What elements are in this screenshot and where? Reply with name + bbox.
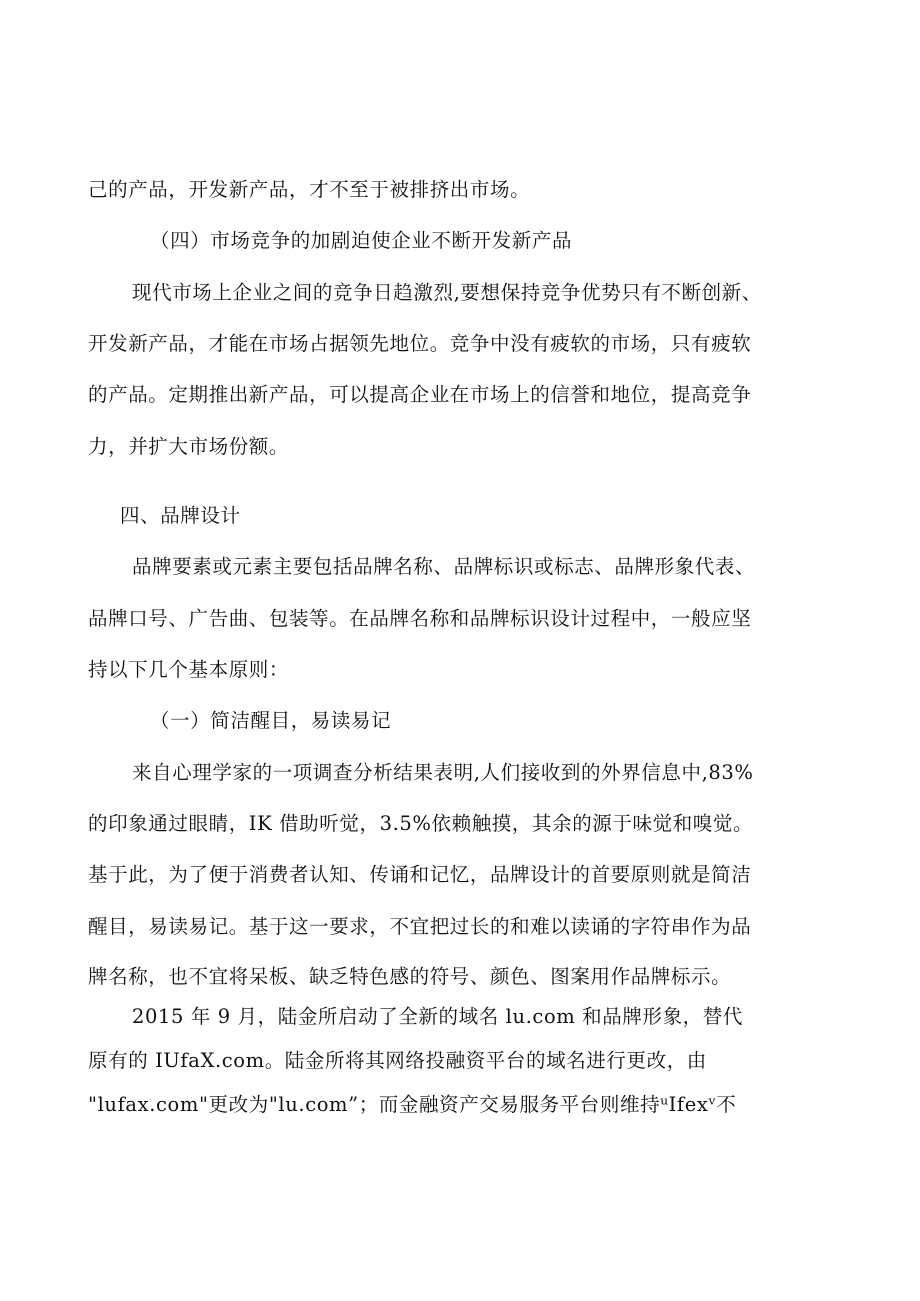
paragraph-line: 开发新产品，才能在市场占据领先地位。竞争中没有疲软的市场，只有疲软 — [88, 332, 752, 355]
paragraph-line: 的印象通过眼睛，IK 借助听觉，3.5%依赖触摸，其余的源于味觉和嗅觉。 — [88, 812, 754, 835]
paragraph-line: "lufax.com"更改为"lu.com”；而金融资产交易服务平台则维持ᵘIfexᵛ不 — [88, 1093, 737, 1116]
paragraph-line: 力，并扩大市场份额。 — [88, 435, 290, 458]
paragraph-line: 2015 年 9 月，陆金所启动了全新的域名 lu.com 和品牌形象，替代 — [132, 1005, 743, 1028]
paragraph-line: 基于此，为了便于消费者认知、传诵和记忆，品牌设计的首要原则就是简洁 — [88, 863, 752, 886]
paragraph-line: 现代市场上企业之间的竞争日趋激烈,要想保持竞争优势只有不断创新、 — [132, 281, 762, 304]
paragraph-line: 品牌要素或元素主要包括品牌名称、品牌标识或标志、品牌形象代表、 — [132, 555, 756, 578]
section-heading: （一）简洁醒目，易读易记 — [150, 709, 392, 732]
paragraph-line: 来自心理学家的一项调查分析结果表明,人们接收到的外界信息中,83% — [132, 761, 754, 784]
section-heading: （四）市场竞争的加剧迫使企业不断开发新产品 — [150, 229, 573, 252]
paragraph-line: 品牌口号、广告曲、包装等。在品牌名称和品牌标识设计过程中，一般应坚 — [88, 607, 752, 630]
paragraph-line: 醒目，易读易记。基于这一要求，不宜把过长的和难以读诵的字符串作为品 — [88, 915, 752, 938]
paragraph-line: 持以下几个基本原则： — [88, 658, 290, 681]
paragraph-line: 己的产品，开发新产品，才不至于被排挤出市场。 — [88, 178, 531, 201]
paragraph-line: 原有的 IUfaX.com。陆金所将其网络投融资平台的域名进行更改，由 — [88, 1049, 707, 1072]
paragraph-line: 牌名称，也不宜将呆板、缺乏特色感的符号、颜色、图案用作品牌标示。 — [88, 965, 732, 988]
paragraph-line: 的产品。定期推出新产品，可以提高企业在市场上的信誉和地位，提高竞争 — [88, 383, 752, 406]
chapter-heading: 四、品牌设计 — [120, 504, 241, 527]
